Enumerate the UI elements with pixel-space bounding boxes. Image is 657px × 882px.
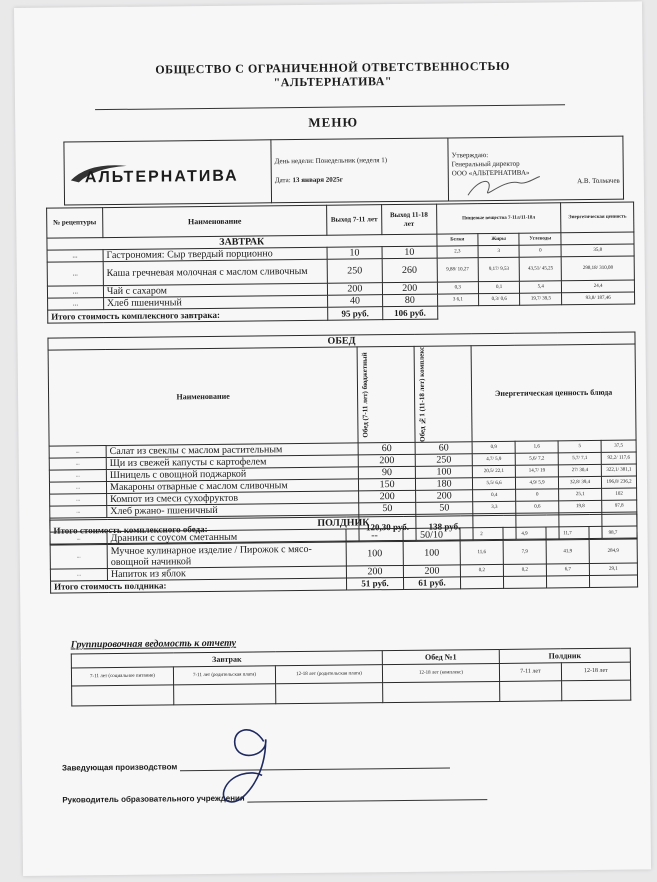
- dish-out-2: 100: [403, 541, 460, 566]
- dish-belki: 9,88/ 10,27: [437, 258, 479, 282]
- dish-out-2: 80: [382, 294, 437, 307]
- recipe-num: ...: [47, 286, 103, 299]
- total-value-1: 51 руб.: [346, 577, 403, 590]
- dish-out-1: 200: [327, 283, 382, 296]
- dish-uglevody: 5,7/ 7,1: [558, 452, 601, 464]
- dish-out-2: 200: [416, 490, 473, 503]
- lunch-title: ОБЕД: [48, 332, 635, 350]
- dish-energy: 29,1: [589, 563, 637, 576]
- snack-title: ПОЛДНИК: [50, 514, 637, 532]
- dish-energy: 37,5: [601, 440, 636, 452]
- group-sub-z3: 12-18 лет (родительская плата): [275, 665, 382, 684]
- dish-out-1: 60: [358, 442, 415, 455]
- group-sub-p2: 12-18 лет: [561, 662, 630, 681]
- date-value: 13 января 2025г: [292, 175, 343, 185]
- org-name-line1: ОБЩЕСТВО С ОГРАНИЧЕННОЙ ОТВЕТСТВЕННОСТЬЮ: [155, 58, 511, 77]
- dish-energy: 298,18/ 310,08: [561, 256, 634, 281]
- dish-out-2: 180: [416, 478, 473, 491]
- group-col-zavtrak: Завтрак: [71, 651, 382, 668]
- dish-out-2: 250: [415, 454, 472, 467]
- group-col-poldnik: Полдник: [499, 648, 630, 663]
- dish-belki: 2: [460, 527, 503, 540]
- col-name: Наименование: [102, 205, 327, 237]
- recipe-num: ...: [47, 262, 103, 287]
- dish-name: Каша гречневая молочная с маслом сливочным: [103, 259, 327, 285]
- total-label: Итого стоимость комплексного обеда:: [50, 515, 359, 544]
- dish-out-2: 60: [415, 442, 472, 455]
- dish-name: Гастрономия: Сыр твердый порционно: [103, 247, 327, 261]
- col-nutrients: Пищевые вещества 7-11л/11-18л: [436, 203, 561, 234]
- dish-out-2: 50: [416, 502, 473, 515]
- day-of-week: День недели: Понедельник (неделя 1): [274, 156, 388, 166]
- dish-zhiry: 9,17/ 9,53: [478, 257, 520, 281]
- dish-belki: 0,9: [472, 441, 515, 453]
- approve-line-4: А.В. Толмачев: [577, 176, 620, 186]
- dish-zhiry: 1,6: [515, 441, 558, 453]
- dish-out-1: 90: [358, 466, 415, 479]
- recipe-num: ...: [49, 482, 106, 495]
- group-statement-title: Группировочная ведомость к отчету: [70, 637, 237, 651]
- dish-zhiry: 0,6: [516, 501, 559, 513]
- dish-belki: 2,3: [437, 246, 478, 258]
- dish-uglevody: 27/ 30,4: [558, 464, 601, 476]
- total-value-2: 138 руб.: [416, 514, 473, 541]
- dish-uglevody: 43,51/ 45,25: [519, 257, 561, 281]
- recipe-num: ...: [49, 446, 106, 459]
- total-label: Итого стоимость комплексного завтрака:: [48, 307, 328, 323]
- dish-uglevody: 19,8: [559, 500, 602, 512]
- dish-energy: 92,2/ 117,6: [601, 452, 636, 464]
- recipe-num: ...: [50, 494, 107, 507]
- dish-zhiry: 3: [478, 245, 520, 257]
- col-energy: Энергетическая ценность: [561, 202, 634, 233]
- dish-uglevody: 19,7/ 39,5: [520, 293, 562, 305]
- total-label: Итого стоимость полдника:: [51, 578, 347, 593]
- logo-cell: [64, 140, 272, 205]
- dish-out-1: 40: [328, 295, 383, 308]
- dish-belki: 0,4: [473, 489, 516, 501]
- dish-uglevody: 5,4: [520, 281, 562, 293]
- dish-energy: 97,8: [602, 500, 637, 512]
- company-logo: [69, 158, 259, 200]
- dish-belki: 11,6: [460, 540, 503, 564]
- dish-name: Драники с соусом сметанным: [107, 529, 346, 545]
- dish-out-2: 10: [382, 246, 437, 259]
- dish-belki: 3,3: [473, 501, 516, 513]
- dish-out-1: 10: [327, 247, 382, 260]
- dish-name: Хлеб пшеничный: [103, 295, 327, 309]
- group-statement-table: [71, 648, 632, 707]
- dish-name: Щи из свежей капусты с картофелем: [106, 455, 358, 470]
- dish-name: Шницель с овощной поджаркой: [106, 467, 358, 482]
- total-value-1: 120,30 руб.: [359, 514, 416, 541]
- dish-zhiry: 4,9: [503, 527, 546, 540]
- dish-name: Мучное кулинарное изделие / Пирожок с мясо-овощной начинкой: [107, 542, 346, 569]
- organization-header: [63, 58, 603, 92]
- dish-out-2: 100: [415, 466, 472, 479]
- dish-energy: 196,8/ 236,2: [602, 476, 637, 488]
- dish-out-1: 50: [359, 502, 416, 515]
- dish-out-1: 200: [358, 454, 415, 467]
- dish-name: Салат из свеклы с маслом растительным: [106, 443, 358, 458]
- group-sub-z1: 7-11 лет (социальное питание): [71, 667, 173, 686]
- dish-name: Напиток из яблок: [107, 566, 346, 581]
- breakfast-table: [46, 202, 635, 324]
- dish-belki: 20,5/ 22,1: [472, 465, 515, 477]
- recipe-num: ...: [50, 506, 107, 519]
- col-zhiry: Жиры: [478, 233, 520, 245]
- dish-uglevody: 0: [519, 245, 561, 257]
- snack-table: [49, 514, 638, 594]
- dish-name: Чай с сахаром: [103, 283, 327, 297]
- col-out-7-11: Выход 7-11 лет: [327, 205, 382, 236]
- dish-zhiry: 0,3/ 0,6: [478, 293, 520, 305]
- approve-line-2: Генеральный директор: [451, 159, 520, 169]
- dish-out-1: 200: [359, 490, 416, 503]
- date-cell: [271, 138, 449, 203]
- director-signature-icon: [464, 172, 544, 199]
- total-value-2: 61 руб.: [403, 577, 460, 590]
- handwritten-signature-icon: [211, 721, 292, 812]
- dish-belki: 0,3: [437, 282, 478, 294]
- recipe-num: ...: [50, 532, 107, 546]
- dish-zhiry: 7,9: [503, 540, 546, 564]
- dish-out-1: 250: [327, 259, 382, 284]
- lunch-col-1: [357, 346, 415, 443]
- dish-out-1: --: [346, 528, 403, 542]
- group-sub-p1: 7-11 лет: [499, 663, 561, 682]
- signature-label-head-production: Заведующая производством: [61, 762, 178, 773]
- header-divider: [95, 104, 565, 110]
- dish-uglevody: 32,8/ 39,4: [559, 476, 602, 488]
- dish-energy: 93,8/ 187,46: [562, 292, 635, 305]
- dish-energy: 102: [602, 488, 637, 500]
- dish-uglevody: 11,7: [546, 527, 589, 540]
- approve-line-1: Утверждаю:: [451, 151, 489, 160]
- recipe-num: ...: [50, 545, 107, 570]
- col-belki: Белки: [437, 234, 478, 246]
- dish-zhiry: 5,6/ 7,2: [515, 453, 558, 465]
- dish-out-1: 100: [346, 541, 403, 566]
- dish-out-2: 200: [382, 282, 437, 295]
- lunch-table: [47, 332, 637, 545]
- dish-zhiry: 4,9/ 5,9: [516, 477, 559, 489]
- col-uglevody: Углеводы: [519, 233, 561, 245]
- dish-energy: 98,7: [589, 526, 637, 540]
- dish-out-2: 200: [403, 565, 460, 578]
- total-value-1: 95 руб.: [328, 307, 383, 321]
- recipe-num: ...: [50, 569, 107, 582]
- dish-energy: 24,4: [562, 280, 635, 293]
- dish-belki: 5,5/ 6,6: [473, 477, 516, 489]
- recipe-num: ...: [48, 298, 104, 311]
- dish-name: Макароны отварные с маслом сливочным: [106, 479, 358, 494]
- group-sub-o1: 12-18 лет (комплекс): [382, 663, 499, 682]
- lunch-col-2-label: Обед №1 (11-18 лет) комплекс: [417, 346, 427, 442]
- dish-belki: 0,2: [460, 564, 503, 576]
- dish-uglevody: 6,7: [546, 564, 589, 576]
- dish-energy: 322,1/ 381,1: [601, 464, 636, 476]
- dish-out-1: 200: [346, 565, 403, 578]
- dish-uglevody: 41,9: [546, 540, 589, 564]
- dish-zhiry: 0,2: [503, 564, 546, 576]
- dish-zhiry: 0,1: [478, 281, 520, 293]
- dish-belki: 4,7/ 5,9: [472, 453, 515, 465]
- signature-label-head-school: Руководитель образовательного учреждения: [62, 793, 245, 805]
- dish-energy: 284,9: [589, 539, 637, 564]
- lunch-col-name: Наименование: [48, 347, 358, 446]
- menu-header-box: [63, 136, 624, 206]
- breakfast-title: ЗАВТРАК: [47, 234, 437, 250]
- lunch-col-1-label: Обед (7-11 лет) бюджетный: [360, 352, 370, 438]
- recipe-num: ...: [49, 470, 106, 483]
- lunch-col-2: [414, 346, 472, 443]
- dish-energy: 35,8: [561, 244, 634, 257]
- dish-out-1: 150: [359, 478, 416, 491]
- dish-out-2: 50/10: [403, 528, 460, 542]
- dish-uglevody: 5: [558, 440, 601, 452]
- dish-out-2: 260: [382, 258, 437, 283]
- menu-document-page: [14, 1, 651, 876]
- recipe-num: ...: [49, 458, 106, 471]
- group-sub-z2: 7-11 лет (родительская плата): [173, 666, 275, 685]
- group-col-obed: Обед №1: [382, 649, 499, 664]
- lunch-col-energy: Энергетическая ценность блюда: [471, 344, 636, 442]
- col-out-11-18: Выход 11-18 лет: [381, 204, 436, 235]
- org-name-line2: "АЛЬТЕРНАТИВА": [273, 74, 393, 90]
- dish-zhiry: 14,7/ 19: [515, 465, 558, 477]
- dish-belki: 3 6,1: [437, 294, 478, 306]
- recipe-num: ...: [47, 250, 103, 263]
- menu-title: МЕНЮ: [308, 114, 359, 130]
- logo-text: АЛЬТЕРНАТИВА: [84, 167, 239, 187]
- dish-uglevody: 25,1: [559, 488, 602, 500]
- dish-name: Хлеб ржано- пшеничный: [107, 503, 359, 518]
- approve-line-3: ООО «АЛЬТЕРНАТИВА»: [451, 168, 530, 178]
- col-recipe-num: № рецептуры: [47, 208, 103, 239]
- dish-zhiry: 0: [516, 489, 559, 501]
- date-label: Дата:: [274, 176, 291, 185]
- dish-name: Компот из смеси сухофруктов: [107, 491, 359, 506]
- total-value-2: 106 руб.: [382, 306, 437, 320]
